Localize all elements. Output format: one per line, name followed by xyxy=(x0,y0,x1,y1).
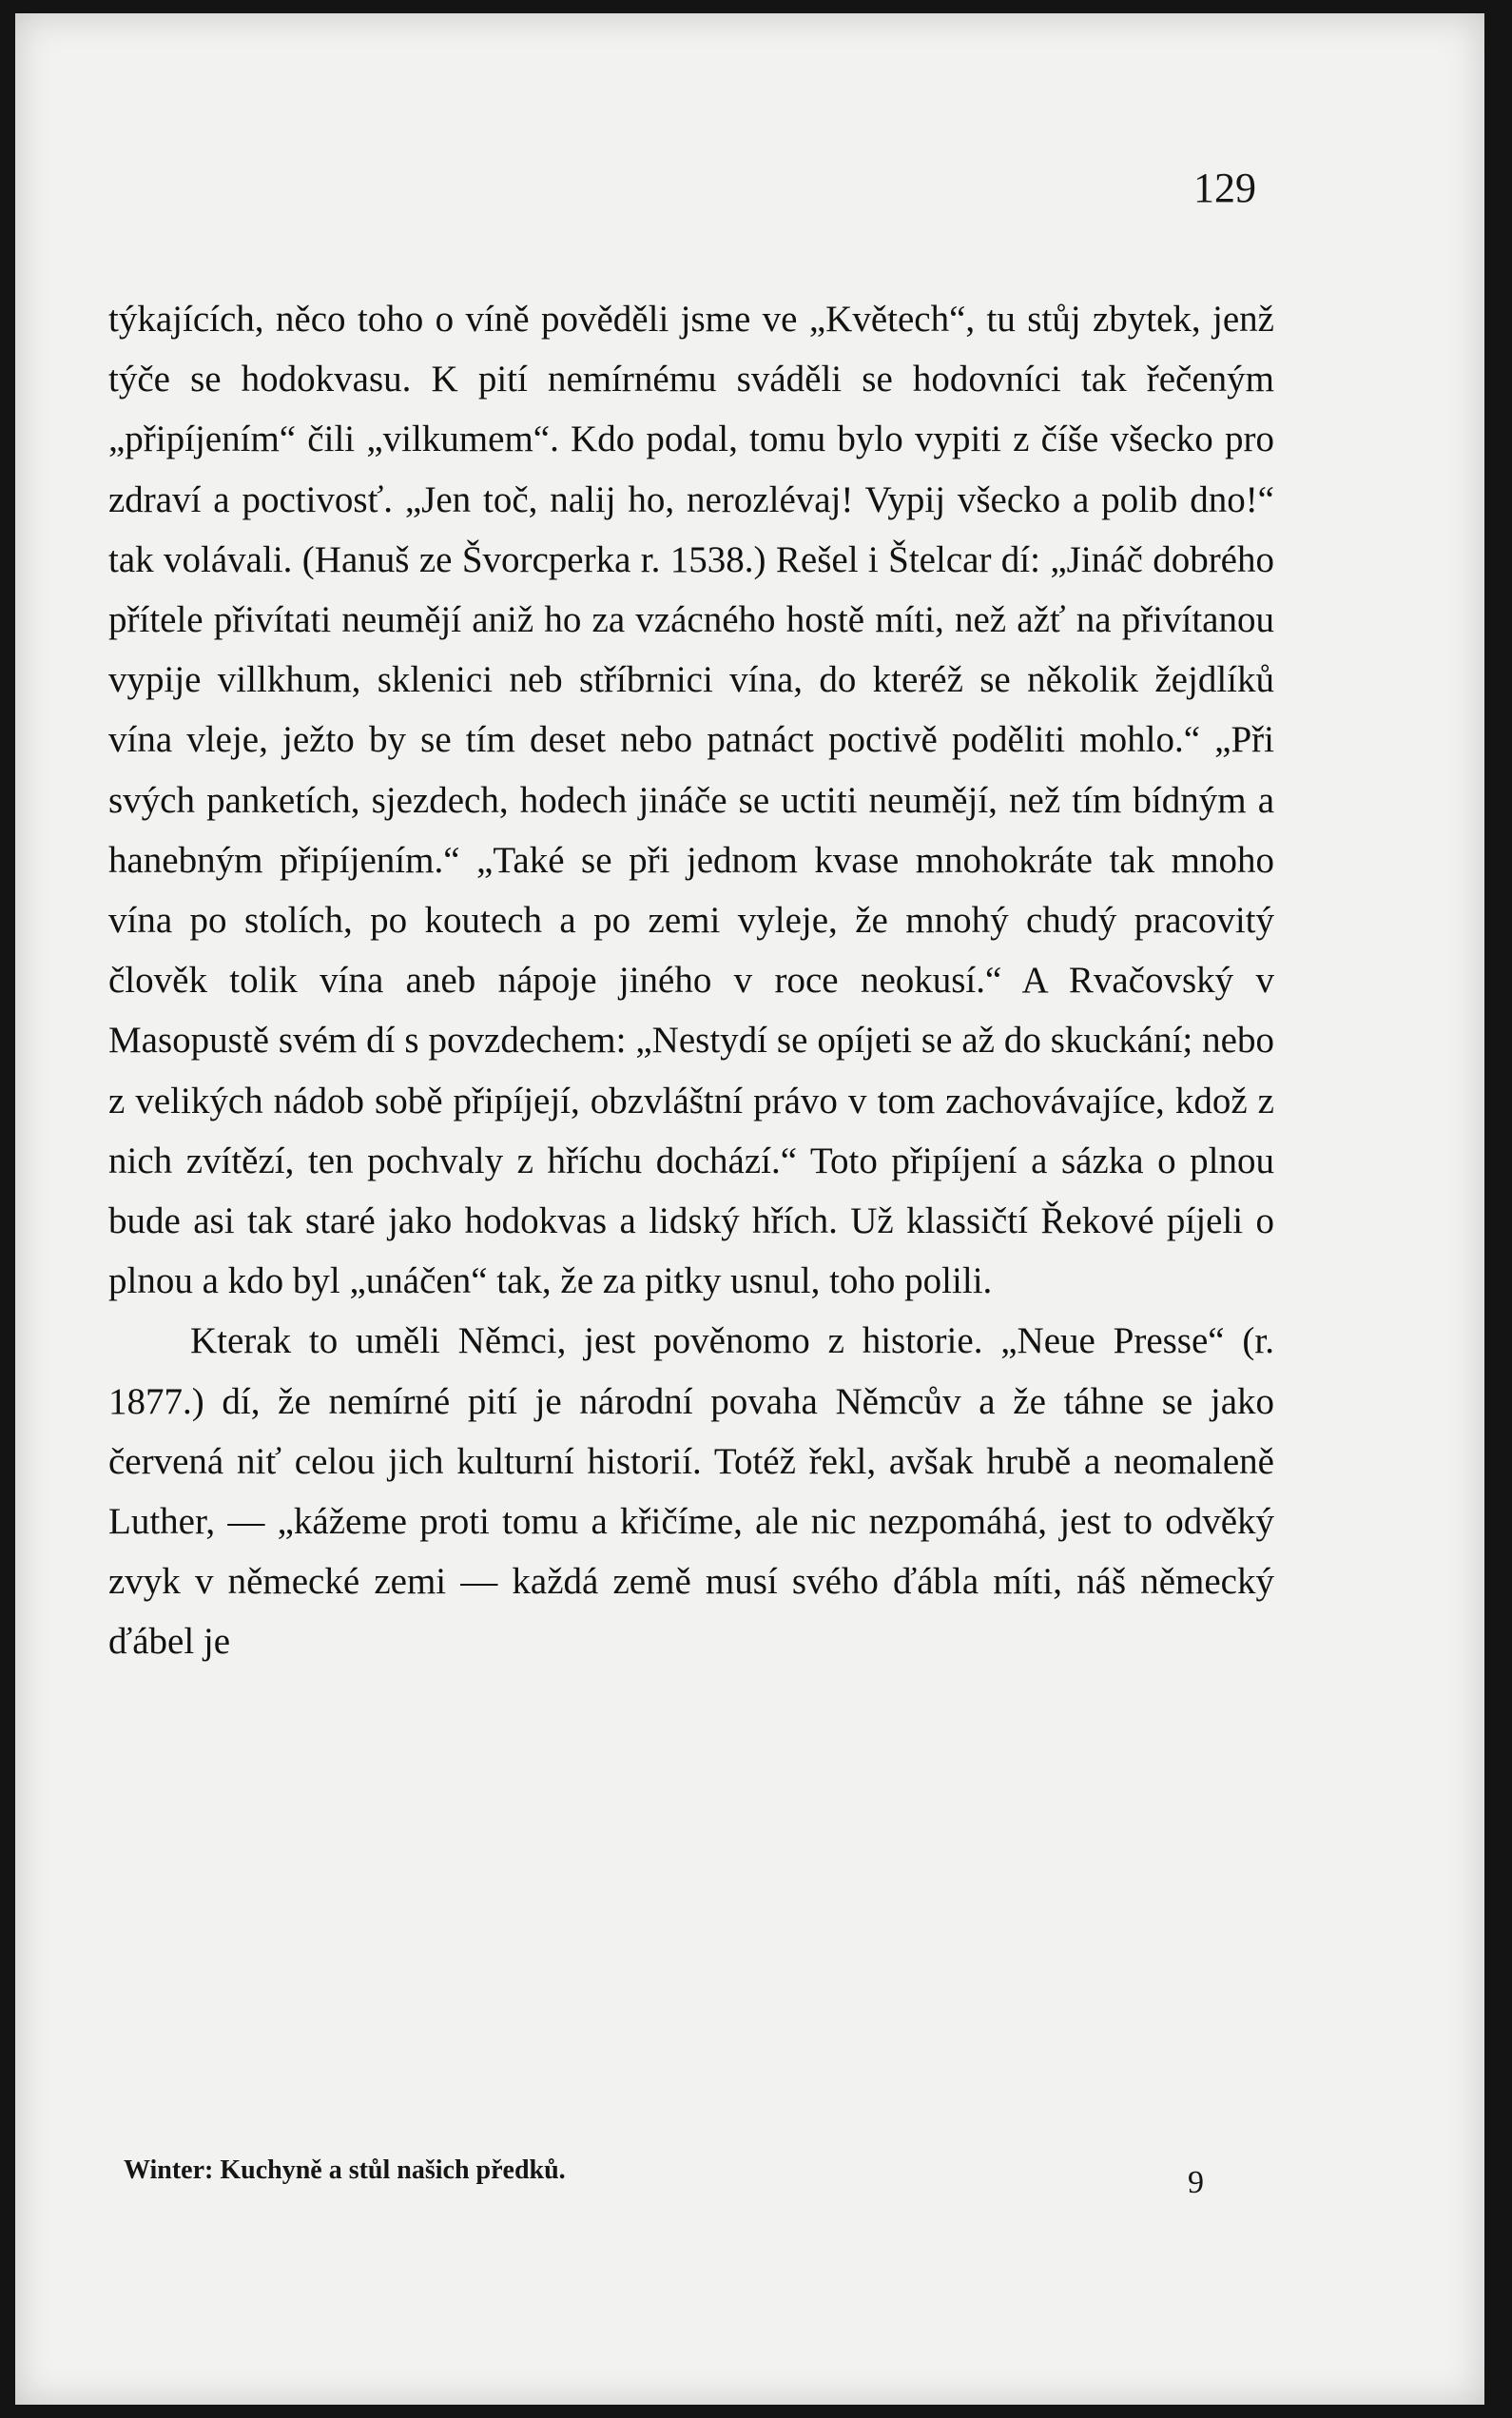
paragraph-2: Kterak to uměli Němci, jest pověnomo z historie. „Neue Presse“ (r. 1877.) dí, že nemírné pití je národní povaha Němcův a že táhne se jako červená niť celou jich kulturní historií. Totéž řekl, avšak hrubě a neomaleně Luther, — „kážeme proti tomu a křičíme, ale nic nezpomáhá, jest to odvěký zvyk v německé zemi — každá země musí svého ďábla míti, náš německý ďábel je xyxy=(108,1320,1274,1663)
book-page xyxy=(15,13,1484,2405)
paragraph-1: týkajících, něco toho o víně pověděli jsme ve „Květech“, tu stůj zbytek, jenž týče se hodokvasu. K pití nemírnému sváděli se hodovníci tak řečeným „připíjením“ čili „vilkumem“. Kdo podal, tomu bylo vypiti z číše všecko pro zdraví a poctivosť. „Jen toč, nalij ho, nerozlévaj! Vypij všecko a polib dno!“ tak volávali. (Hanuš ze Švorcperka r. 1538.) Rešel i Štelcar dí: „Jináč dobrého přítele přivítati neumějí aniž ho za vzácného hostě míti, než ažť na přivítanou vypije villkhum, sklenici neb stříbrnici vína, do kteréž se několik žejdlíků vína vleje, ježto by se tím deset nebo patnáct poctivě poděliti mohlo.“ „Při svých panketích, sjezdech, hodech jináče se uctiti neumějí, než tím bídným a hanebným připíjením.“ „Také se při jednom kvase mnohokráte tak mnoho vína po stolích, po koutech a po zemi vyleje, že mnohý chudý pracovitý člověk tolik vína aneb nápoje jiného v roce neokusí.“ A Rvačovský v Masopustě svém dí s povzdechem: „Nestydí se opíjeti se až do skuckání; nebo z velikých nádob sobě připíjejí, obzvláštní právo v tom zachovávajíce, kdož z nich zvítězí, ten pochvaly z hříchu dochází.“ Toto připíjení a sázka o plnou bude asi tak staré jako hodokvas a lidský hřích. Už klassičtí Řekové píjeli o plnou a kdo byl „unáčen“ tak, že za pitky usnul, toho polili. xyxy=(108,299,1274,1302)
page-body-text xyxy=(108,289,1274,1672)
page-number: 129 xyxy=(1193,165,1256,211)
printer-signature: 9 xyxy=(1188,2165,1204,2200)
book-title-footer: Winter: Kuchyně a stůl našich předků. xyxy=(124,2155,566,2185)
